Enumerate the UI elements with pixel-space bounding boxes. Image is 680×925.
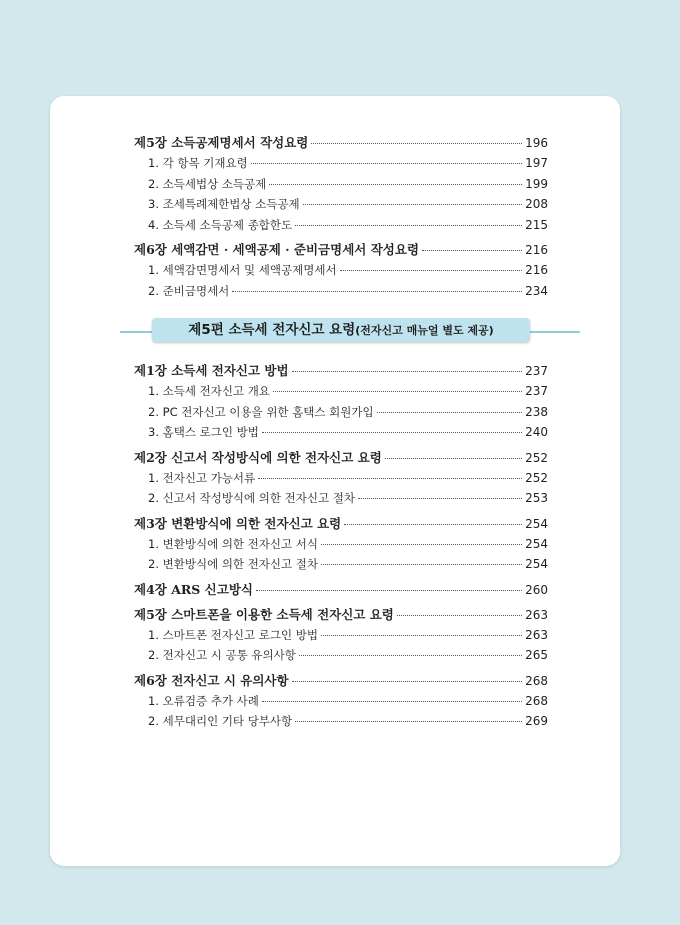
toc-item[interactable] [134,645,548,666]
toc-chapter[interactable] [134,448,548,468]
toc-item[interactable] [134,260,548,281]
dot-leader [303,204,523,205]
page-number: 269 [525,714,548,728]
dot-leader [299,655,522,656]
page-number: 199 [525,176,548,191]
chapter-title: 제5장 소득공제명세서 작성요령 [134,135,309,150]
dot-leader [340,270,523,271]
chapter-title: 제1장 소득세 전자신고 방법 [134,363,289,378]
page-number: 254 [525,557,548,571]
part-title-box[interactable] [152,318,530,342]
page-number: 237 [525,384,548,398]
dot-leader [321,635,522,636]
item-label: 1. 각 항목 기재요령 [148,156,248,170]
item-label: 1. 세액감면명세서 및 세액공제명세서 [148,263,337,277]
page-number: 254 [525,516,548,531]
page-number: 252 [525,450,548,465]
page-number: 215 [525,217,548,232]
toc-chapter[interactable] [134,605,548,625]
dot-leader [232,291,522,292]
chapter-title: 제6장 전자신고 시 유의사항 [134,672,289,688]
toc-chapter[interactable] [134,361,548,381]
toc-item[interactable] [134,554,548,575]
dot-leader [321,564,522,565]
toc-chapter[interactable] [134,133,548,153]
item-label: 1. 스마트폰 전자신고 로그인 방법 [148,627,319,642]
page-number: 208 [525,197,548,211]
toc-item[interactable] [134,422,548,443]
table-of-contents [134,133,548,732]
item-label: 1. 소득세 전자신고 개요 [148,384,270,398]
page-number: 196 [525,136,548,150]
toc-item[interactable] [134,691,548,712]
toc-item[interactable] [134,534,548,555]
dot-leader [262,701,522,702]
dot-leader [377,412,522,413]
page-number: 240 [525,425,548,439]
dot-leader [295,225,522,226]
toc-item[interactable] [134,468,548,489]
toc-chapter[interactable] [134,514,548,534]
item-label: 3. 홈택스 로그인 방법 [148,425,259,439]
item-label: 4. 소득세 소득공제 종합한도 [148,217,293,232]
dot-leader [422,250,522,251]
item-label: 2. 준비금명세서 [148,283,230,298]
item-label: 1. 변환방식에 의한 전자신고 서식 [148,536,319,551]
item-label: 2. 세무대리인 기타 당부사항 [148,714,293,728]
page-number: 216 [525,243,548,257]
dot-leader [292,371,523,372]
dot-leader [262,432,522,433]
toc-item[interactable] [134,625,548,646]
toc-item[interactable] [134,215,548,236]
dot-leader [273,391,522,392]
dot-leader [256,590,522,591]
page-number: 252 [525,470,548,485]
toc-item[interactable] [134,194,548,215]
page-number: 238 [525,404,548,419]
item-label: 1. 전자신고 가능서류 [148,470,256,485]
chapter-title: 제3장 변환방식에 의한 전자신고 요령 [134,515,342,531]
page-number: 260 [525,582,548,597]
dot-leader [295,721,522,722]
part-title: 제5편 소득세 전자신고 요령 [188,322,356,338]
item-label: 3. 조세특례제한법상 소득공제 [148,197,300,211]
toc-item[interactable] [134,381,548,402]
item-label: 1. 오류검증 추가 사례 [148,693,259,708]
item-label: 2. 변환방식에 의한 전자신고 절차 [148,557,319,571]
page-number: 216 [525,263,548,277]
chapter-title: 제4장 ARS 신고방식 [134,581,253,597]
toc-item[interactable] [134,174,548,195]
dot-leader [344,524,522,525]
page-number: 265 [525,648,548,662]
item-label: 2. 전자신고 시 공통 유의사항 [148,648,296,662]
part-banner [134,310,548,352]
page-number: 234 [525,283,548,298]
page-number: 254 [525,536,548,551]
dot-leader [385,458,522,459]
page-number: 253 [525,491,548,505]
dot-leader [311,143,522,144]
page-number: 263 [525,627,548,642]
item-label: 2. 소득세법상 소득공제 [148,176,267,191]
part-subtitle: (전자신고 매뉴얼 별도 제공) [355,324,494,337]
toc-item[interactable] [134,711,548,732]
dot-leader [251,163,522,164]
toc-chapter[interactable] [134,580,548,600]
page-number: 268 [525,673,548,688]
toc-item[interactable] [134,402,548,423]
dot-leader [358,498,522,499]
chapter-title: 제2장 신고서 작성방식에 의한 전자신고 요령 [134,449,382,465]
toc-item[interactable] [134,281,548,302]
toc-chapter[interactable] [134,240,548,260]
item-label: 2. PC 전자신고 이용을 위한 홈택스 회원가입 [148,404,374,419]
item-label: 2. 신고서 작성방식에 의한 전자신고 절차 [148,491,355,505]
dot-leader [258,478,522,479]
chapter-title: 제5장 스마트폰을 이용한 소득세 전자신고 요령 [134,606,394,622]
toc-chapter[interactable] [134,671,548,691]
page-number: 197 [525,156,548,170]
dot-leader [292,681,523,682]
toc-item[interactable] [134,488,548,509]
chapter-title: 제6장 세액감면 · 세액공제 · 준비금명세서 작성요령 [134,242,420,257]
dot-leader [397,615,522,616]
page-number: 263 [525,607,548,622]
page-number: 237 [525,364,548,378]
dot-leader [321,544,522,545]
dot-leader [269,184,522,185]
toc-item[interactable] [134,153,548,174]
page-number: 268 [525,693,548,708]
